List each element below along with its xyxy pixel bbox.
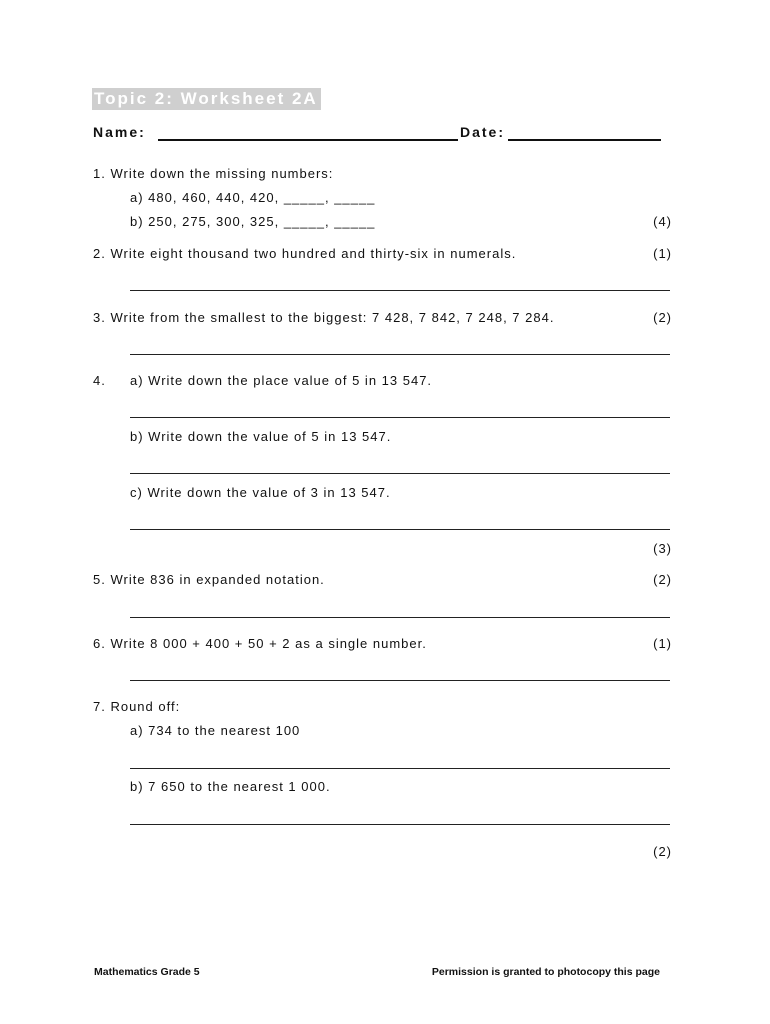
question-4-marks: (3) (653, 541, 672, 556)
question-6-stem: 6. Write 8 000 + 400 + 50 + 2 as a single number. (93, 636, 427, 651)
question-1b: b) 250, 275, 300, 325, _____, _____ (130, 214, 376, 229)
question-4c: c) Write down the value of 3 in 13 547. (130, 485, 391, 500)
name-field[interactable] (158, 124, 458, 141)
question-3-marks: (2) (653, 310, 672, 325)
question-2-marks: (1) (653, 246, 672, 261)
question-4b: b) Write down the value of 5 in 13 547. (130, 429, 392, 444)
date-field[interactable] (508, 124, 661, 141)
answer-line-5[interactable] (130, 617, 670, 618)
question-7a: a) 734 to the nearest 100 (130, 723, 301, 738)
question-1-marks: (4) (653, 214, 672, 229)
answer-line-4b[interactable] (130, 473, 670, 474)
question-3-stem: 3. Write from the smallest to the biggest: 7 428, 7 842, 7 248, 7 284. (93, 310, 555, 325)
answer-line-6[interactable] (130, 680, 670, 681)
question-2-stem: 2. Write eight thousand two hundred and thirty-six in numerals. (93, 246, 517, 261)
question-1-stem: 1. Write down the missing numbers: (93, 166, 334, 181)
date-label: Date: (460, 124, 506, 140)
question-5-stem: 5. Write 836 in expanded notation. (93, 572, 325, 587)
question-5-marks: (2) (653, 572, 672, 587)
question-7-marks: (2) (653, 844, 672, 859)
answer-line-7a[interactable] (130, 768, 670, 769)
question-1a: a) 480, 460, 440, 420, _____, _____ (130, 190, 376, 205)
answer-line-7b[interactable] (130, 824, 670, 825)
question-4a: a) Write down the place value of 5 in 13 547. (130, 373, 433, 388)
question-7-stem: 7. Round off: (93, 699, 181, 714)
question-7b: b) 7 650 to the nearest 1 000. (130, 779, 331, 794)
footer-permission: Permission is granted to photocopy this page (431, 966, 660, 978)
answer-line-3[interactable] (130, 354, 670, 355)
worksheet-title: Topic 2: Worksheet 2A (92, 88, 321, 110)
question-4-number: 4. (93, 373, 106, 388)
answer-line-4c[interactable] (130, 529, 670, 530)
footer-subject: Mathematics Grade 5 (94, 966, 200, 978)
question-6-marks: (1) (653, 636, 672, 651)
name-label: Name: (93, 124, 146, 140)
answer-line-2[interactable] (130, 290, 670, 291)
answer-line-4a[interactable] (130, 417, 670, 418)
